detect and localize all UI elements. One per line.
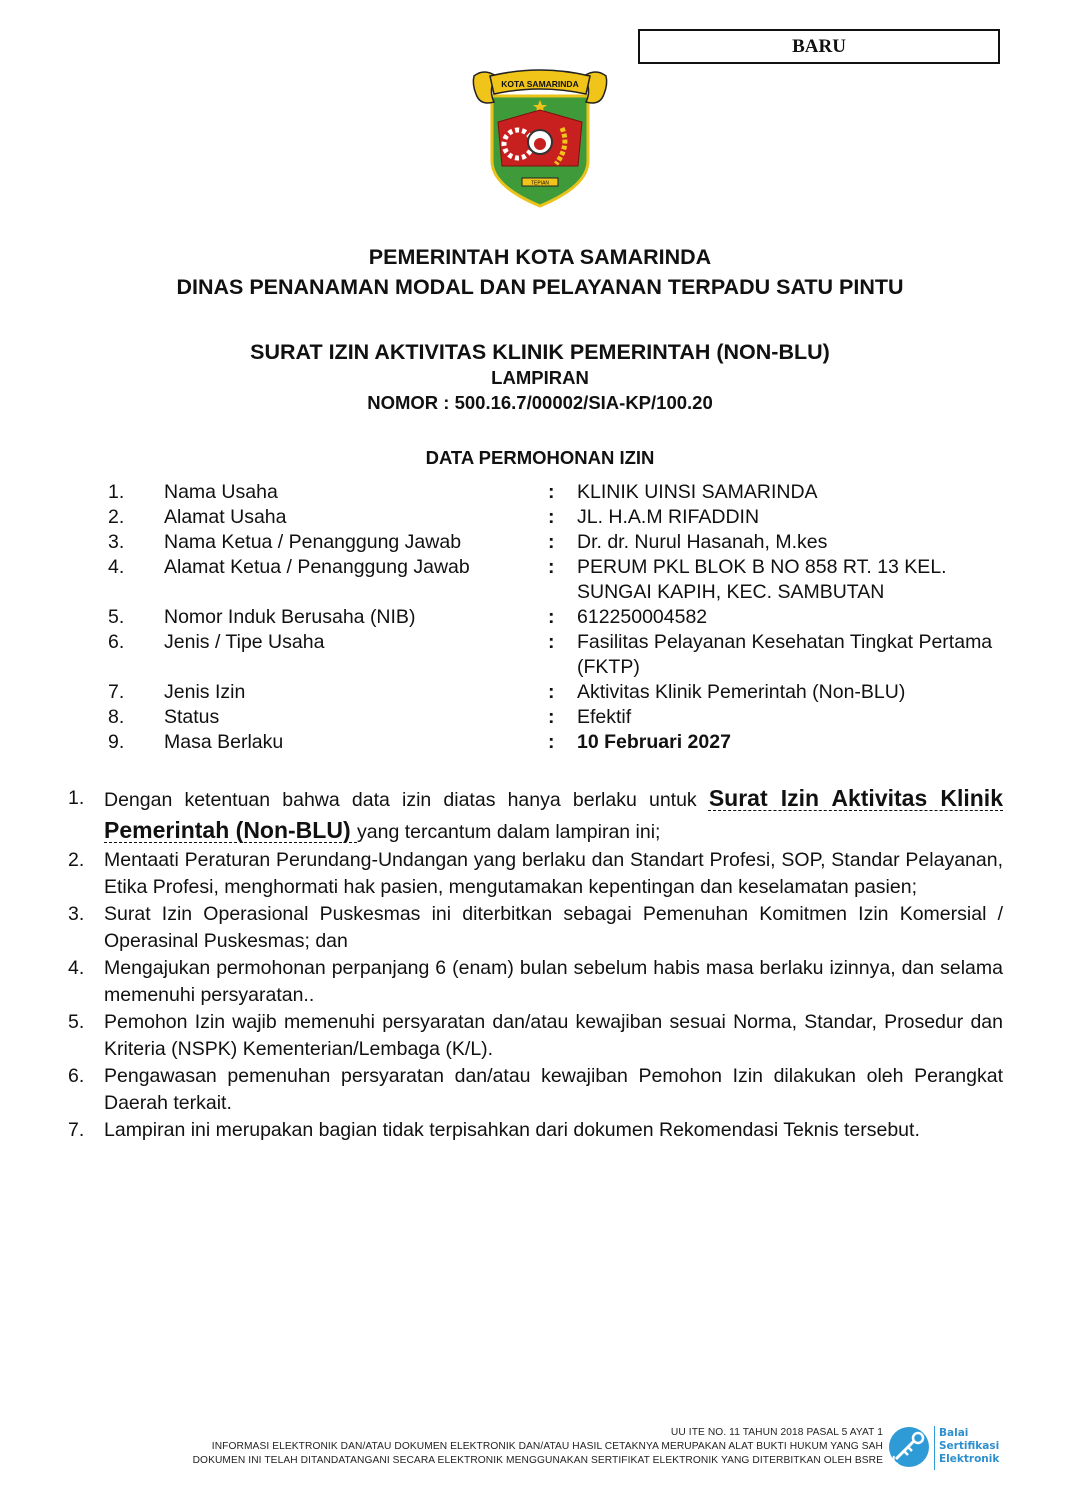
data-row: [0, 680, 1080, 705]
row-value: Dr. dr. Nurul Hasanah, M.kes: [577, 531, 828, 553]
row-colon: :: [548, 706, 555, 728]
data-row: [0, 480, 1080, 505]
header-authority: [0, 242, 1080, 302]
term-text: Mengajukan permohonan perpanjang 6 (enam) bulan sebelum habis masa berlaku izinnya, dan selama memenuhi persyaratan..: [104, 957, 1003, 1006]
row-colon: :: [548, 506, 555, 528]
row-colon: :: [548, 531, 555, 553]
row-value: Aktivitas Klinik Pemerintah (Non-BLU): [577, 681, 906, 703]
row-value: KLINIK UINSI SAMARINDA: [577, 481, 818, 503]
row-label: Alamat Usaha: [164, 506, 287, 528]
document-number: NOMOR : 500.16.7/00002/SIA-KP/100.20: [367, 392, 713, 413]
row-colon: :: [548, 606, 555, 628]
row-number: 4.: [108, 556, 125, 578]
document-title: SURAT IZIN AKTIVITAS KLINIK PEMERINTAH (NON-BLU): [250, 340, 830, 364]
row-number: 2.: [108, 506, 125, 528]
row-label: Masa Berlaku: [164, 731, 284, 753]
term-item: [68, 783, 1003, 847]
row-label: Nama Ketua / Penanggung Jawab: [164, 531, 462, 553]
row-number: 8.: [108, 706, 125, 728]
row-colon: :: [548, 631, 555, 653]
term-text-end: yang tercantum dalam lampiran ini;: [357, 821, 661, 843]
esign-footer: [40, 1426, 883, 1468]
data-row: [0, 530, 1080, 555]
data-row: [0, 505, 1080, 530]
row-value: PERUM PKL BLOK B NO 858 RT. 13 KEL. SUNGAI KAPIH, KEC. SAMBUTAN: [577, 556, 947, 603]
term-number: 3.: [68, 903, 85, 925]
city-emblem-logo: [470, 66, 610, 208]
bsre-logo-text: [939, 1427, 999, 1466]
row-label: Alamat Ketua / Penanggung Jawab: [164, 556, 470, 578]
term-item: [68, 1117, 1054, 1144]
row-number: 3.: [108, 531, 125, 553]
term-number: 5.: [68, 1011, 85, 1033]
term-number: 1.: [68, 787, 85, 809]
data-row: [0, 705, 1080, 730]
term-number: 7.: [68, 1119, 85, 1141]
row-label: Nomor Induk Berusaha (NIB): [164, 606, 416, 628]
term-item: [68, 901, 1003, 955]
bsre-line-3: Elektronik: [939, 1453, 1000, 1465]
term-number: 2.: [68, 849, 85, 871]
row-label: Nama Usaha: [164, 481, 278, 503]
row-value: Efektif: [577, 706, 632, 728]
document-subtitle: LAMPIRAN: [491, 367, 589, 388]
row-colon: :: [548, 556, 555, 578]
section-title: DATA PERMOHONAN IZIN: [425, 447, 655, 468]
term-text: Pengawasan pemenuhan persyaratan dan/atau kewajiban Pemohon Izin dilakukan oleh Perangkat Daerah terkait.: [104, 1065, 1003, 1114]
header-line-1: PEMERINTAH KOTA SAMARINDA: [368, 245, 712, 269]
data-row: [0, 730, 1080, 755]
term-text: Lampiran ini merupakan bagian tidak terpisahkan dari dokumen Rekomendasi Teknis tersebut.: [104, 1119, 920, 1141]
term-item: [68, 847, 1003, 901]
row-colon: :: [548, 731, 555, 753]
row-label: Status: [164, 706, 220, 728]
term-text: Mentaati Peraturan Perundang-Undangan yang berlaku dan Standart Profesi, SOP, Standar Pelayanan, Etika Profesi, menghormati hak pasien, mengutamakan kepentingan dan keselamatan pasien;: [104, 849, 1003, 898]
row-number: 1.: [108, 481, 125, 503]
term-item: [68, 1009, 1003, 1063]
bsre-line-1: Balai: [939, 1427, 969, 1439]
row-value: JL. H.A.M RIFADDIN: [577, 506, 760, 528]
term-emphasis: Surat Izin Aktivitas Klinik Pemerintah (Non-BLU): [104, 785, 1003, 843]
term-number: 6.: [68, 1065, 85, 1087]
row-number: 5.: [108, 606, 125, 628]
footer-law-reference: UU ITE NO. 11 TAHUN 2018 PASAL 5 AYAT 1: [670, 1427, 883, 1438]
status-badge: BARU: [638, 29, 1000, 64]
data-row: [0, 555, 1080, 605]
header-line-2: DINAS PENANAMAN MODAL DAN PELAYANAN TERPADU SATU PINTU: [176, 275, 904, 299]
bsre-divider: [934, 1426, 935, 1470]
svg-text:TEPIAN: TEPIAN: [530, 180, 550, 187]
banner-text: KOTA SAMARINDA: [501, 79, 579, 89]
term-text: Dengan ketentuan bahwa data izin diatas hanya berlaku untuk: [104, 789, 709, 811]
term-item: [68, 1063, 1003, 1117]
footer-legal-notice: INFORMASI ELEKTRONIK DAN/ATAU DOKUMEN ELEKTRONIK DAN/ATAU HASIL CETAKNYA MERUPAKAN ALAT BUKTI HUKUM YANG SAH: [211, 1441, 883, 1452]
row-number: 7.: [108, 681, 125, 703]
row-value: Fasilitas Pelayanan Kesehatan Tingkat Pertama (FKTP): [577, 631, 993, 678]
bsre-line-2: Sertifikasi: [939, 1440, 1000, 1452]
bsre-key-icon: [888, 1426, 930, 1468]
data-row: [0, 605, 1080, 630]
row-colon: :: [548, 481, 555, 503]
row-label: Jenis / Tipe Usaha: [164, 631, 325, 653]
row-number: 6.: [108, 631, 125, 653]
row-value-expiry: 10 Februari 2027: [577, 731, 731, 753]
row-number: 9.: [108, 731, 125, 753]
row-value: 612250004582: [577, 606, 708, 628]
row-label: Jenis Izin: [164, 681, 246, 703]
terms-list: [68, 783, 1003, 1144]
term-number: 4.: [68, 957, 85, 979]
term-text: Pemohon Izin wajib memenuhi persyaratan dan/atau kewajiban sesuai Norma, Standar, Prosedur dan Kriteria (NSPK) Kementerian/Lembaga (K/L).: [104, 1011, 1003, 1060]
data-row: [0, 630, 1080, 680]
row-colon: :: [548, 681, 555, 703]
term-item: [68, 955, 1003, 1009]
term-text: Surat Izin Operasional Puskesmas ini diterbitkan sebagai Pemenuhan Komitmen Izin Komersial / Operasinal Puskesmas; dan: [104, 903, 1003, 952]
permit-data-table: [0, 480, 1080, 755]
footer-signature-notice: DOKUMEN INI TELAH DITANDATANGANI SECARA ELEKTRONIK MENGGUNAKAN SERTIFIKAT ELEKTRONIK YANG DITERBITKAN OLEH BSRE: [192, 1455, 883, 1466]
